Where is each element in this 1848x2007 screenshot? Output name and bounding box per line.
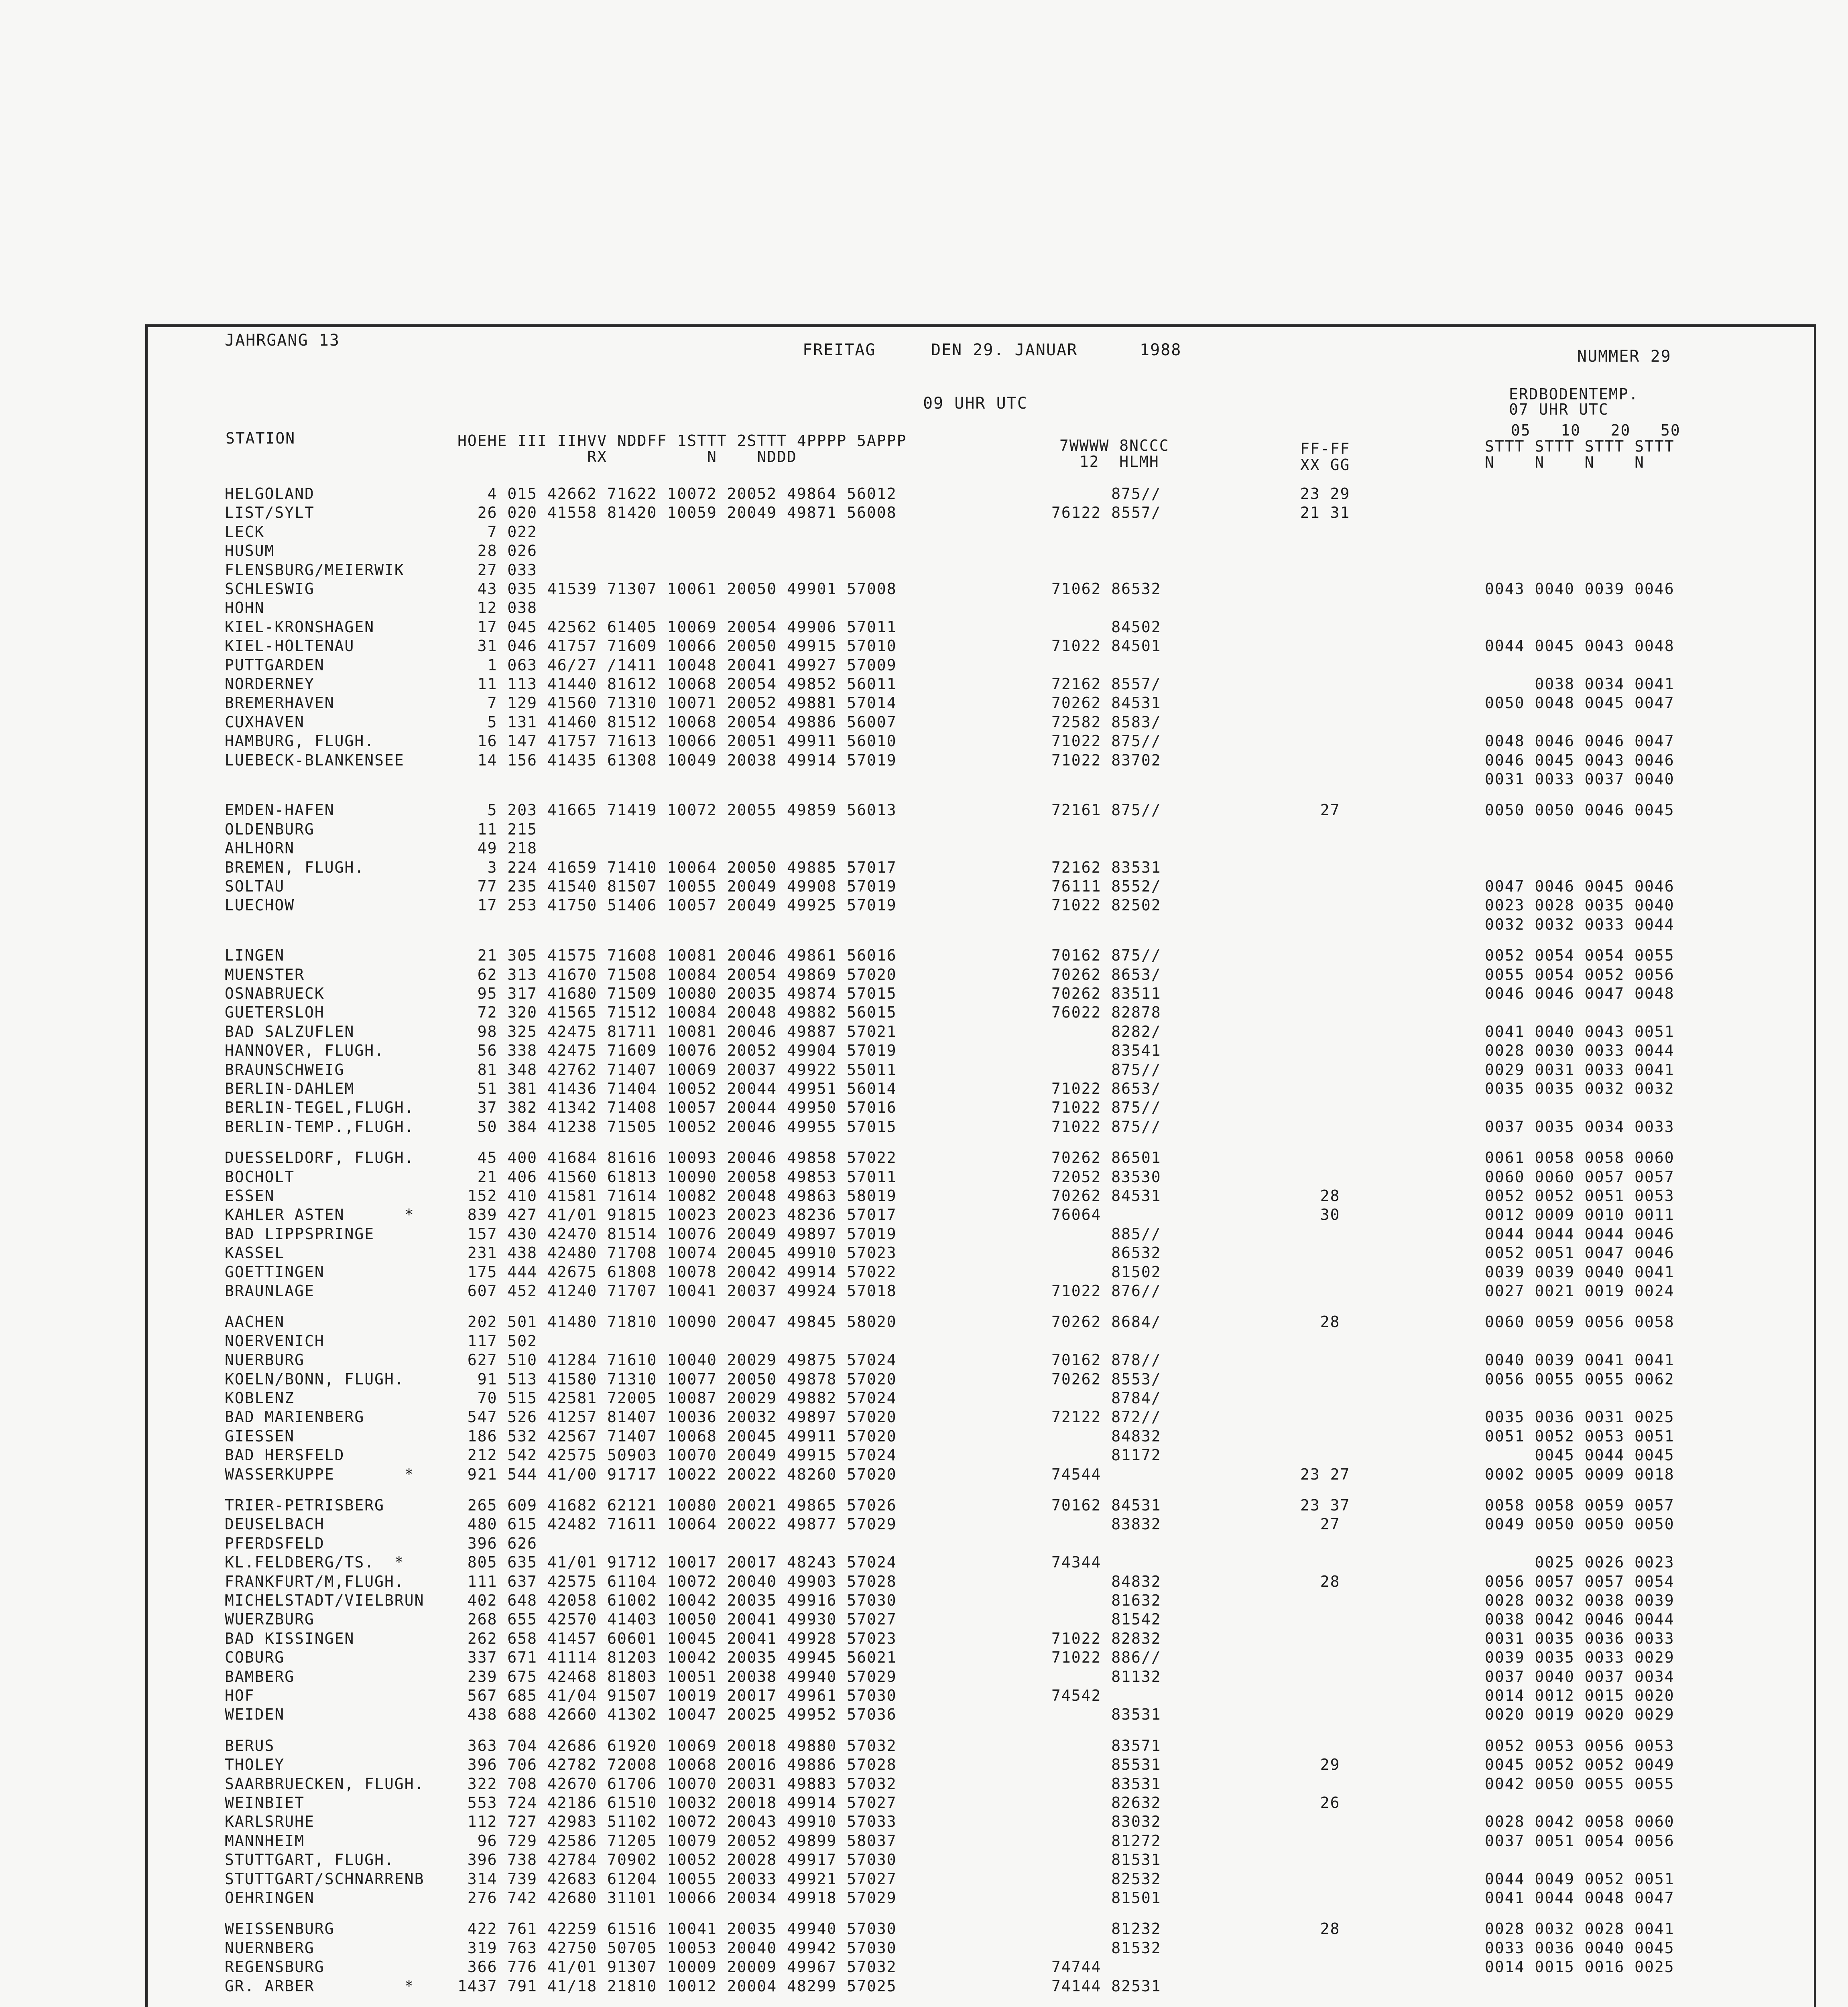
station-name: FRANKFURT/M,FLUGH.: [225, 1573, 405, 1590]
observation-groups: 396 738 42784 70902 10052 20028 49917 57030: [457, 1851, 897, 1869]
observation-groups: 152 410 41581 71614 10082 20048 49863 58019: [457, 1187, 897, 1205]
observation-groups: 16 147 41757 71613 10066 20051 49911 56010: [457, 732, 897, 750]
observation-groups: 91 513 41580 71310 10077 20050 49878 57020: [457, 1370, 897, 1388]
observation-groups: 26 020 41558 81420 10059 20049 49871 56008: [457, 504, 897, 521]
station-name: LECK: [225, 523, 265, 541]
soil-temperatures: 0040 0039 0041 0041: [1485, 1351, 1675, 1369]
wind-gust-values: 27: [1300, 1515, 1340, 1533]
extra-groups: 8282/: [1051, 1023, 1161, 1040]
extra-groups: 74542: [1051, 1687, 1102, 1704]
observation-groups: 1437 791 41/18 21810 10012 20004 48299 57025: [457, 1977, 897, 1995]
station-name: HOF: [225, 1687, 255, 1704]
station-name: WASSERKUPPE *: [225, 1466, 415, 1483]
extra-groups: 76111 8552/: [1051, 877, 1161, 895]
extra-groups: 83541: [1051, 1042, 1161, 1059]
soil-temperatures: 0046 0045 0043 0046: [1485, 751, 1675, 769]
observation-groups: 547 526 41257 81407 10036 20032 49897 57020: [457, 1408, 897, 1426]
observation-groups: 314 739 42683 61204 10055 20033 49921 57027: [457, 1870, 897, 1888]
observation-groups: 567 685 41/04 91507 10019 20017 49961 57030: [457, 1687, 897, 1704]
station-name: BERLIN-DAHLEM: [225, 1080, 355, 1097]
extra-groups: 71022 8653/: [1051, 1080, 1161, 1097]
observation-groups: 480 615 42482 71611 10064 20022 49877 57029: [457, 1515, 897, 1533]
observation-groups: 7 129 41560 71310 10071 20052 49881 57014: [457, 694, 897, 712]
extra-groups: 81172: [1051, 1446, 1161, 1464]
observation-groups: 396 706 42782 72008 10068 20016 49886 57028: [457, 1756, 897, 1773]
observation-groups: 607 452 41240 71707 10041 20037 49924 57018: [457, 1282, 897, 1300]
extra-groups: 71022 876//: [1051, 1282, 1161, 1300]
soil-depths-subheader-2: N N N N: [1485, 454, 1645, 471]
station-name: KIEL-HOLTENAU: [225, 637, 355, 655]
soil-temperatures: 0031 0033 0037 0040: [1485, 770, 1675, 788]
station-name: KAHLER ASTEN *: [225, 1206, 415, 1223]
soil-temperatures: 0050 0048 0045 0047: [1485, 694, 1675, 712]
observation-groups: 805 635 41/01 91712 10017 20017 48243 57024: [457, 1553, 897, 1571]
station-name: MICHELSTADT/VIELBRUN: [225, 1592, 425, 1609]
observation-groups: 212 542 42575 50903 10070 20049 49915 57024: [457, 1446, 897, 1464]
station-name: BREMEN, FLUGH.: [225, 859, 365, 876]
observation-groups: 96 729 42586 71205 10079 20052 49899 58037: [457, 1832, 897, 1850]
observation-groups: 4 015 42662 71622 10072 20052 49864 56012: [457, 485, 897, 503]
soil-temperatures: 0028 0032 0038 0039: [1485, 1592, 1675, 1609]
soil-depths-subheader: STTT STTT STTT STTT: [1485, 438, 1675, 455]
observation-groups: 12 038: [457, 599, 538, 617]
extra-groups: 70262 8684/: [1051, 1313, 1161, 1331]
jahrgang-label: JAHRGANG 13: [225, 331, 340, 350]
extra-groups: 76064: [1051, 1206, 1102, 1223]
soil-temperatures: 0028 0032 0028 0041: [1485, 1920, 1675, 1938]
soil-temp-time: 07 UHR UTC: [1509, 401, 1609, 418]
extra-groups: 70262 84531: [1051, 694, 1161, 712]
station-name: BAD HERSFELD: [225, 1446, 345, 1464]
soil-temperatures: 0035 0036 0031 0025: [1485, 1408, 1675, 1426]
station-name: GOETTINGEN: [225, 1263, 325, 1281]
soil-temperatures: 0058 0058 0059 0057: [1485, 1496, 1675, 1514]
soil-temperatures: 0050 0050 0046 0045: [1485, 801, 1675, 819]
soil-temperatures: 0046 0046 0047 0048: [1485, 985, 1675, 1002]
station-name: SAARBRUECKEN, FLUGH.: [225, 1775, 425, 1793]
extra-groups: 8784/: [1051, 1389, 1161, 1407]
extra-groups: 71022 875//: [1051, 1118, 1161, 1136]
soil-temperatures: 0052 0054 0054 0055: [1485, 947, 1675, 964]
frame-top-rule: [145, 324, 1815, 327]
extra-groups: 72122 872//: [1051, 1408, 1161, 1426]
soil-temperatures: 0042 0050 0055 0055: [1485, 1775, 1675, 1793]
station-name: KIEL-KRONSHAGEN: [225, 618, 375, 636]
station-name: BOCHOLT: [225, 1168, 295, 1186]
station-name: HOHN: [225, 599, 265, 617]
soil-temperatures: 0044 0049 0052 0051: [1485, 1870, 1675, 1888]
extra-groups: 74744: [1051, 1958, 1102, 1976]
extra-groups: 84832: [1051, 1573, 1161, 1590]
extra-groups: 81272: [1051, 1832, 1161, 1850]
weekday-label: FREITAG: [803, 341, 876, 359]
wind-gust-values: 21 31: [1300, 504, 1350, 521]
soil-temperatures: 0028 0030 0033 0044: [1485, 1042, 1675, 1059]
observation-groups: 14 156 41435 61308 10049 20038 49914 57019: [457, 751, 897, 769]
extra-groups: 86532: [1051, 1244, 1161, 1262]
station-name: OEHRINGEN: [225, 1889, 315, 1907]
extra-groups: 71022 886//: [1051, 1649, 1161, 1666]
soil-temperatures: 0014 0012 0015 0020: [1485, 1687, 1675, 1704]
extra-groups: 83032: [1051, 1813, 1161, 1830]
observation-groups: 81 348 42762 71407 10069 20037 49922 55011: [457, 1061, 897, 1079]
observation-groups: 627 510 41284 71610 10040 20029 49875 57024: [457, 1351, 897, 1369]
observation-groups: 239 675 42468 81803 10051 20038 49940 57029: [457, 1668, 897, 1685]
soil-temperatures: 0039 0035 0033 0029: [1485, 1649, 1675, 1666]
soil-temperatures: 0032 0032 0033 0044: [1485, 916, 1675, 933]
observation-groups: 95 317 41680 71509 10080 20035 49874 57015: [457, 985, 897, 1002]
station-name: OSNABRUECK: [225, 985, 325, 1002]
soil-temperatures: 0041 0044 0048 0047: [1485, 1889, 1675, 1907]
station-name: WEIDEN: [225, 1706, 285, 1723]
observation-groups: 11 113 41440 81612 10068 20054 49852 56011: [457, 675, 897, 693]
observation-groups: 422 761 42259 61516 10041 20035 49940 57030: [457, 1920, 897, 1938]
soil-temperatures: 0060 0060 0057 0057: [1485, 1168, 1675, 1186]
extra-groups: 72582 8583/: [1051, 713, 1161, 731]
soil-temperatures: 0041 0040 0043 0051: [1485, 1023, 1675, 1040]
station-name: NORDERNEY: [225, 675, 315, 693]
wind-gust-values: 28: [1300, 1187, 1340, 1205]
observation-groups: 43 035 41539 71307 10061 20050 49901 57008: [457, 580, 897, 598]
station-name: FLENSBURG/MEIERWIK: [225, 561, 405, 579]
wind-gust-values: 23 29: [1300, 485, 1350, 503]
station-name: WEINBIET: [225, 1794, 305, 1812]
station-name: GUETERSLOH: [225, 1004, 325, 1021]
observation-groups: 265 609 41682 62121 10080 20021 49865 57026: [457, 1496, 897, 1514]
extra-groups: 84502: [1051, 618, 1161, 636]
observation-groups: 50 384 41238 71505 10052 20046 49955 57015: [457, 1118, 897, 1136]
extra-groups: 81632: [1051, 1592, 1161, 1609]
soil-temperatures: 0037 0040 0037 0034: [1485, 1668, 1675, 1685]
soil-temperatures: 0056 0057 0057 0054: [1485, 1573, 1675, 1590]
station-name: LIST/SYLT: [225, 504, 315, 521]
wind-gust-values: 28: [1300, 1313, 1340, 1331]
observation-groups: 202 501 41480 71810 10090 20047 49845 58020: [457, 1313, 897, 1331]
wind-gust-values: 30: [1300, 1206, 1340, 1223]
observation-groups: 17 253 41750 51406 10057 20049 49925 57019: [457, 896, 897, 914]
observation-groups: 175 444 42675 61808 10078 20042 49914 57022: [457, 1263, 897, 1281]
soil-temperatures: 0048 0046 0046 0047: [1485, 732, 1675, 750]
extra-groups: 84832: [1051, 1427, 1161, 1445]
extra-groups: 885//: [1051, 1225, 1161, 1243]
station-name: MANNHEIM: [225, 1832, 305, 1850]
extra-groups: 82632: [1051, 1794, 1161, 1812]
station-name: AHLHORN: [225, 839, 295, 857]
soil-temperatures: 0044 0044 0044 0046: [1485, 1225, 1675, 1243]
observation-groups: 337 671 41114 81203 10042 20035 49945 56021: [457, 1649, 897, 1666]
extra-groups: 71062 86532: [1051, 580, 1161, 598]
observation-groups: 28 026: [457, 542, 538, 560]
station-name: NUERBURG: [225, 1351, 305, 1369]
station-name: WEISSENBURG: [225, 1920, 335, 1938]
extra-groups: 81232: [1051, 1920, 1161, 1938]
station-name: KL.FELDBERG/TS. *: [225, 1553, 405, 1571]
station-name: SOLTAU: [225, 877, 285, 895]
station-name: THOLEY: [225, 1756, 285, 1773]
station-name: HUSUM: [225, 542, 275, 560]
extra-groups: 71022 875//: [1051, 732, 1161, 750]
soil-temperatures: 0045 0052 0052 0049: [1485, 1756, 1675, 1773]
station-column-header: STATION: [226, 429, 296, 447]
extra-groups: 70162 84531: [1051, 1496, 1161, 1514]
soil-depths-header: 05 10 20 50: [1501, 421, 1681, 439]
station-name: PFERDSFELD: [225, 1535, 325, 1552]
soil-temperatures: 0055 0054 0052 0056: [1485, 966, 1675, 983]
extra-groups: 81502: [1051, 1263, 1161, 1281]
station-name: STUTTGART, FLUGH.: [225, 1851, 394, 1869]
observation-groups: 402 648 42058 61002 10042 20035 49916 57030: [457, 1592, 897, 1609]
station-name: KOELN/BONN, FLUGH.: [225, 1370, 405, 1388]
station-name: HANNOVER, FLUGH.: [225, 1042, 385, 1059]
station-name: TRIER-PETRISBERG: [225, 1496, 385, 1514]
observation-groups: 70 515 42581 72005 10087 20029 49882 57024: [457, 1389, 897, 1407]
observation-groups: 5 131 41460 81512 10068 20054 49886 56007: [457, 713, 897, 731]
station-name: BAD KISSINGEN: [225, 1630, 355, 1647]
extra-groups: 83571: [1051, 1737, 1161, 1755]
station-name: SCHLESWIG: [225, 580, 315, 598]
station-name: BERUS: [225, 1737, 275, 1755]
soil-temperatures: 0052 0053 0056 0053: [1485, 1737, 1675, 1755]
date-label: DEN 29. JANUAR: [931, 341, 1078, 359]
extra-groups: 72162 83531: [1051, 859, 1161, 876]
soil-temperatures: 0031 0035 0036 0033: [1485, 1630, 1675, 1647]
extra-groups: 71022 875//: [1051, 1099, 1161, 1116]
station-name: STUTTGART/SCHNARRENB: [225, 1870, 425, 1888]
extra-groups: 71022 82832: [1051, 1630, 1161, 1647]
station-name: BAD LIPPSPRINGE: [225, 1225, 375, 1243]
station-name: KOBLENZ: [225, 1389, 295, 1407]
soil-temperatures: 0038 0034 0041: [1485, 675, 1675, 693]
wind-gust-values: 29: [1300, 1756, 1340, 1773]
extra-groups: 74544: [1051, 1466, 1102, 1483]
station-name: MUENSTER: [225, 966, 305, 983]
observation-groups: 3 224 41659 71410 10064 20050 49885 57017: [457, 859, 897, 876]
observation-groups: 438 688 42660 41302 10047 20025 49952 57036: [457, 1706, 897, 1723]
observation-groups: 45 400 41684 81616 10093 20046 49858 57022: [457, 1149, 897, 1166]
station-name: CUXHAVEN: [225, 713, 305, 731]
extra-groups: 875//: [1051, 485, 1161, 503]
soil-temperatures: 0045 0044 0045: [1485, 1446, 1675, 1464]
station-name: NOERVENICH: [225, 1332, 325, 1350]
extra-groups-subheader: 12 HLMH: [1059, 453, 1159, 470]
station-name: COBURG: [225, 1649, 285, 1666]
extra-groups: 81532: [1051, 1939, 1161, 1957]
extra-groups: 70262 8653/: [1051, 966, 1161, 983]
station-name: ESSEN: [225, 1187, 275, 1205]
station-name: NUERNBERG: [225, 1939, 315, 1957]
soil-temperatures: 0037 0035 0034 0033: [1485, 1118, 1675, 1136]
extra-groups: 72162 8557/: [1051, 675, 1161, 693]
station-name: BRAUNLAGE: [225, 1282, 315, 1300]
observation-groups: 21 406 41560 61813 10090 20058 49853 57011: [457, 1168, 897, 1186]
observation-groups: 31 046 41757 71609 10066 20050 49915 57010: [457, 637, 897, 655]
soil-temperatures: 0061 0058 0058 0060: [1485, 1149, 1675, 1166]
extra-groups: 83832: [1051, 1515, 1161, 1533]
station-name: DUESSELDORF, FLUGH.: [225, 1149, 415, 1166]
observation-groups: 49 218: [457, 839, 538, 857]
wind-gust-values: 23 37: [1300, 1496, 1350, 1514]
extra-groups: 71022 82502: [1051, 896, 1161, 914]
station-name: EMDEN-HAFEN: [225, 801, 335, 819]
extra-groups: 72161 875//: [1051, 801, 1161, 819]
soil-temperatures: 0043 0040 0039 0046: [1485, 580, 1675, 598]
observation-groups: 98 325 42475 81711 10081 20046 49887 57021: [457, 1023, 897, 1040]
extra-groups: 85531: [1051, 1756, 1161, 1773]
observation-groups: 117 502: [457, 1332, 538, 1350]
soil-temperatures: 0038 0042 0046 0044: [1485, 1610, 1675, 1628]
station-name: LUECHOW: [225, 896, 295, 914]
observation-time: 09 UHR UTC: [923, 394, 1028, 413]
observation-groups: 21 305 41575 71608 10081 20046 49861 56016: [457, 947, 897, 964]
observation-groups: 839 427 41/01 91815 10023 20023 48236 57017: [457, 1206, 897, 1223]
extra-groups: 82532: [1051, 1870, 1161, 1888]
soil-temperatures: 0044 0045 0043 0048: [1485, 637, 1675, 655]
station-name: HELGOLAND: [225, 485, 315, 503]
soil-temperatures: 0020 0019 0020 0029: [1485, 1706, 1675, 1723]
extra-groups: 83531: [1051, 1706, 1161, 1723]
observation-groups: 112 727 42983 51102 10072 20043 49910 57033: [457, 1813, 897, 1830]
main-columns-subheader: RX N NDDD: [457, 448, 797, 466]
observation-groups: 262 658 41457 60601 10045 20041 49928 57023: [457, 1630, 897, 1647]
observation-groups: 366 776 41/01 91307 10009 20009 49967 57032: [457, 1958, 897, 1976]
station-name: LUEBECK-BLANKENSEE: [225, 751, 405, 769]
year-label: 1988: [1140, 341, 1182, 359]
wind-gust-values: 28: [1300, 1573, 1340, 1590]
extra-groups: 83531: [1051, 1775, 1161, 1793]
observation-groups: 111 637 42575 61104 10072 20040 49903 57028: [457, 1573, 897, 1590]
observation-groups: 921 544 41/00 91717 10022 20022 48260 57020: [457, 1466, 897, 1483]
station-name: BAMBERG: [225, 1668, 295, 1685]
soil-temperatures: 0027 0021 0019 0024: [1485, 1282, 1675, 1300]
frame-right-rule: [1814, 324, 1816, 2007]
soil-temp-title: ERDBODENTEMP.: [1509, 385, 1639, 403]
station-name: KARLSRUHE: [225, 1813, 315, 1830]
soil-temperatures: 0060 0059 0056 0058: [1485, 1313, 1675, 1331]
station-name: AACHEN: [225, 1313, 285, 1331]
wind-gust-subheader: XX GG: [1300, 456, 1350, 474]
extra-groups: 70262 8553/: [1051, 1370, 1161, 1388]
wind-gust-values: 27: [1300, 801, 1340, 819]
extra-groups: 70162 878//: [1051, 1351, 1161, 1369]
wind-gust-values: 23 27: [1300, 1466, 1350, 1483]
extra-groups: 81501: [1051, 1889, 1161, 1907]
extra-groups: 70262 84531: [1051, 1187, 1161, 1205]
observation-groups: 553 724 42186 61510 10032 20018 49914 57027: [457, 1794, 897, 1812]
observation-groups: 72 320 41565 71512 10084 20048 49882 56015: [457, 1004, 897, 1021]
observation-groups: 56 338 42475 71609 10076 20052 49904 57019: [457, 1042, 897, 1059]
station-name: KASSEL: [225, 1244, 285, 1262]
observation-groups: 231 438 42480 71708 10074 20045 49910 57023: [457, 1244, 897, 1262]
station-name: HAMBURG, FLUGH.: [225, 732, 375, 750]
soil-temperatures: 0039 0039 0040 0041: [1485, 1263, 1675, 1281]
station-name: BRAUNSCHWEIG: [225, 1061, 345, 1079]
extra-groups: 875//: [1051, 1061, 1161, 1079]
soil-temperatures: 0047 0046 0045 0046: [1485, 877, 1675, 895]
extra-groups: 71022 83702: [1051, 751, 1161, 769]
soil-temperatures: 0049 0050 0050 0050: [1485, 1515, 1675, 1533]
extra-groups: 72052 83530: [1051, 1168, 1161, 1186]
observation-groups: 62 313 41670 71508 10084 20054 49869 57020: [457, 966, 897, 983]
observation-groups: 7 022: [457, 523, 538, 541]
soil-temperatures: 0025 0026 0023: [1485, 1553, 1675, 1571]
station-name: DEUSELBACH: [225, 1515, 325, 1533]
observation-groups: 186 532 42567 71407 10068 20045 49911 57020: [457, 1427, 897, 1445]
station-name: LINGEN: [225, 947, 285, 964]
observation-groups: 276 742 42680 31101 10066 20034 49918 57029: [457, 1889, 897, 1907]
soil-temperatures: 0056 0055 0055 0062: [1485, 1370, 1675, 1388]
extra-groups: 74344: [1051, 1553, 1102, 1571]
soil-temperatures: 0029 0031 0033 0041: [1485, 1061, 1675, 1079]
station-name: BREMERHAVEN: [225, 694, 335, 712]
soil-temperatures: 0035 0035 0032 0032: [1485, 1080, 1675, 1097]
observation-groups: 322 708 42670 61706 10070 20031 49883 57032: [457, 1775, 897, 1793]
observation-groups: 268 655 42570 41403 10050 20041 49930 57027: [457, 1610, 897, 1628]
extra-groups: 81542: [1051, 1610, 1161, 1628]
wind-gust-values: 28: [1300, 1920, 1340, 1938]
station-name: REGENSBURG: [225, 1958, 325, 1976]
soil-temperatures: 0002 0005 0009 0018: [1485, 1466, 1675, 1483]
observation-groups: 363 704 42686 61920 10069 20018 49880 57032: [457, 1737, 897, 1755]
station-name: BAD MARIENBERG: [225, 1408, 365, 1426]
observation-groups: 77 235 41540 81507 10055 20049 49908 57019: [457, 877, 897, 895]
observation-groups: 27 033: [457, 561, 538, 579]
wind-gust-header: FF-FF: [1300, 440, 1350, 458]
extra-groups: 81531: [1051, 1851, 1161, 1869]
station-name: OLDENBURG: [225, 820, 315, 838]
soil-temperatures: 0014 0015 0016 0025: [1485, 1958, 1675, 1976]
station-name: GIESSEN: [225, 1427, 295, 1445]
extra-groups: 70262 86501: [1051, 1149, 1161, 1166]
observation-groups: 5 203 41665 71419 10072 20055 49859 56013: [457, 801, 897, 819]
station-name: BERLIN-TEGEL,FLUGH.: [225, 1099, 415, 1116]
extra-groups: 74144 82531: [1051, 1977, 1161, 1995]
observation-groups: 1 063 46/27 /1411 10048 20041 49927 57009: [457, 656, 897, 674]
station-name: PUTTGARDEN: [225, 656, 325, 674]
soil-temperatures: 0023 0028 0035 0040: [1485, 896, 1675, 914]
observation-groups: 396 626: [457, 1535, 538, 1552]
station-name: BAD SALZUFLEN: [225, 1023, 355, 1040]
observation-groups: 157 430 42470 81514 10076 20049 49897 57019: [457, 1225, 897, 1243]
main-columns-header: HOEHE III IIHVV NDDFF 1STTT 2STTT 4PPPP 5APPP: [457, 432, 907, 450]
soil-temperatures: 0037 0051 0054 0056: [1485, 1832, 1675, 1850]
observation-groups: 37 382 41342 71408 10057 20044 49950 57016: [457, 1099, 897, 1116]
soil-temperatures: 0052 0051 0047 0046: [1485, 1244, 1675, 1262]
wind-gust-values: 26: [1300, 1794, 1340, 1812]
observation-groups: 319 763 42750 50705 10053 20040 49942 57030: [457, 1939, 897, 1957]
frame-left-rule: [145, 324, 148, 2007]
observation-groups: 51 381 41436 71404 10052 20044 49951 56014: [457, 1080, 897, 1097]
issue-number: NUMMER 29: [1577, 347, 1671, 366]
extra-groups: 76122 8557/: [1051, 504, 1161, 521]
extra-groups: 70262 83511: [1051, 985, 1161, 1002]
extra-groups: 71022 84501: [1051, 637, 1161, 655]
soil-temperatures: 0012 0009 0010 0011: [1485, 1206, 1675, 1223]
station-name: WUERZBURG: [225, 1610, 315, 1628]
extra-groups-header: 7WWWW 8NCCC: [1059, 437, 1169, 454]
soil-temperatures: 0033 0036 0040 0045: [1485, 1939, 1675, 1957]
extra-groups: 70162 875//: [1051, 947, 1161, 964]
station-name: BERLIN-TEMP.,FLUGH.: [225, 1118, 415, 1136]
observation-groups: 11 215: [457, 820, 538, 838]
extra-groups: 76022 82878: [1051, 1004, 1161, 1021]
observation-groups: 17 045 42562 61405 10069 20054 49906 57011: [457, 618, 897, 636]
soil-temperatures: 0052 0052 0051 0053: [1485, 1187, 1675, 1205]
soil-temperatures: 0051 0052 0053 0051: [1485, 1427, 1675, 1445]
station-name: GR. ARBER *: [225, 1977, 415, 1995]
soil-temperatures: 0028 0042 0058 0060: [1485, 1813, 1675, 1830]
extra-groups: 81132: [1051, 1668, 1161, 1685]
